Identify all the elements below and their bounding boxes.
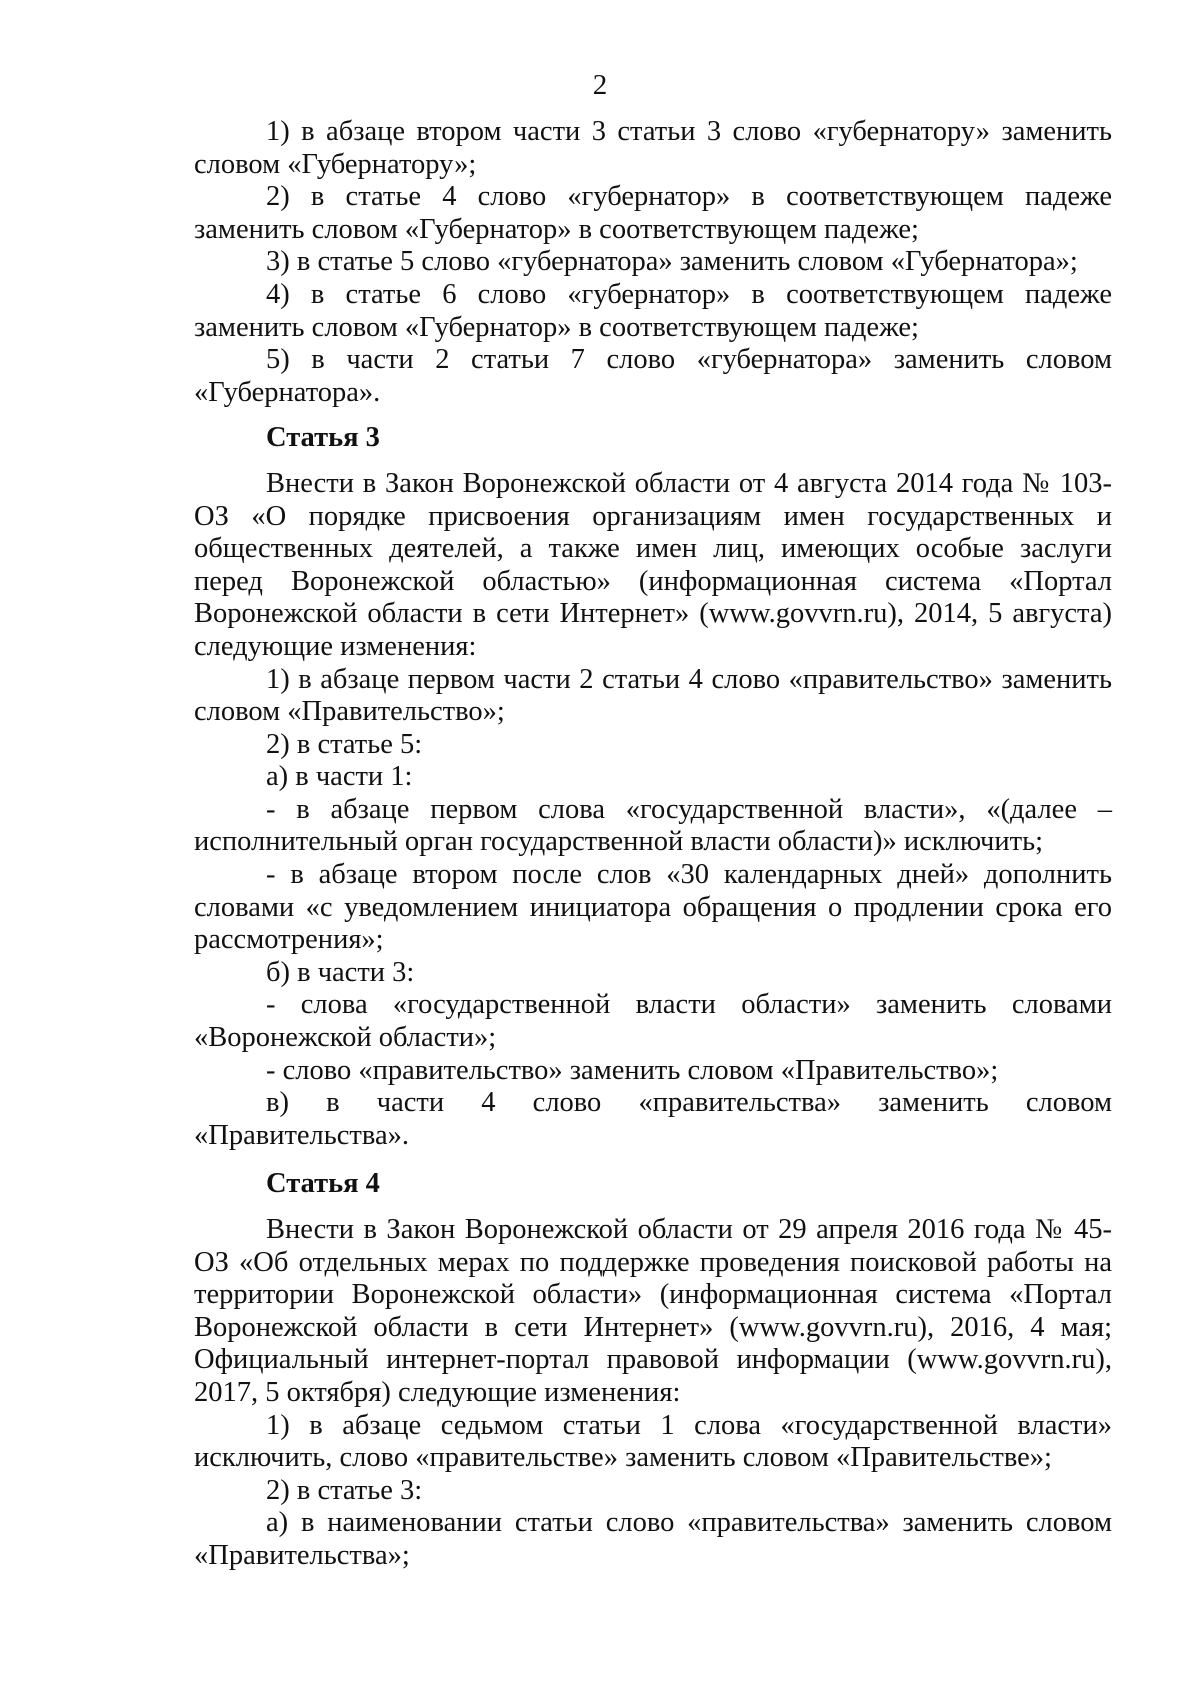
amendment-item: 3) в статье 5 слово «губернатора» заменить словом «Губернатора»; (266, 246, 1078, 278)
amendment-item: 1) в абзаце втором части 3 статьи 3 слово «губернатору» заменить словом «Губернатору»; (194, 116, 1112, 180)
article-4-heading: Статья 4 (266, 1168, 380, 1200)
article-4-body (194, 1214, 1112, 1573)
article-3-paragraph: - слова «государственной власти области» заменить словами «Воронежской области»; (194, 989, 1112, 1054)
article-3-paragraph: Внести в Закон Воронежской области от 4 августа 2014 года № 103-ОЗ «О порядке присвоения организациям имен государственных и общественных деятелей, а также имен лиц, имеющих особые заслуги перед Воронежской областью» (информационная система «Портал Воронежской области в сети Интернет» (www.govvrn.ru), 2014, 5 августа) следующие изменения: (194, 467, 1112, 662)
amendment-item: 4) в статье 6 слово «губернатор» в соответствующем падеже заменить словом «Губернатор» в соответствующем падеже; (194, 278, 1112, 343)
document-body (194, 116, 1112, 1573)
article-3-paragraph: - в абзаце первом слова «государственной власти», «(далее – исполнительный орган государственной власти области)» исключить; (194, 793, 1112, 858)
article-3-paragraph: - слово «правительство» заменить словом «Правительство»; (266, 1054, 999, 1086)
article-3-paragraph: а) в части 1: (266, 761, 413, 793)
article-3-paragraph: 1) в абзаце первом части 2 статьи 4 слово «правительство» заменить словом «Правительство»; (194, 663, 1112, 728)
intro-amendments (194, 116, 1112, 409)
article-4-paragraph: Внести в Закон Воронежской области от 29 апреля 2016 года № 45-ОЗ «Об отдельных мерах по поддержке проведения поисковой работы на территории Воронежской области» (информационная система «Портал Воронежской области в сети Интернет» (www.govvrn.ru), 2016, 4 мая; Официальный интернет-портал правовой информации (www.govvrn.ru), 2017, 5 октября) следующие изменения: (194, 1214, 1112, 1408)
article-3-paragraph: в) в части 4 слово «правительства» заменить словом «Правительства». (194, 1087, 1112, 1151)
article-3-paragraph: б) в части 3: (266, 956, 415, 988)
amendment-item: 5) в части 2 статьи 7 слово «губернатора» заменить словом «Губернатора». (194, 344, 1112, 408)
article-3-paragraph: - в абзаце втором после слов «30 календарных дней» дополнить словами «с уведомлением инициатора обращения о продлении срока его рассмотрения»; (194, 859, 1112, 956)
article-3-heading: Статья 3 (266, 422, 380, 454)
article-4-paragraph: а) в наименовании статьи слово «правительства» заменить словом «Правительства»; (194, 1507, 1112, 1571)
article-3-body (194, 468, 1112, 1152)
page-number: 2 (592, 69, 608, 101)
amendment-item: 2) в статье 4 слово «губернатор» в соответствующем падеже заменить словом «Губернатор» в соответствующем падеже; (194, 181, 1112, 245)
article-4-paragraph: 1) в абзаце седьмом статьи 1 слова «государственной власти» исключить, слово «правительстве» заменить словом «Правительстве»; (194, 1409, 1112, 1474)
article-3-paragraph: 2) в статье 5: (266, 728, 423, 760)
article-4-paragraph: 2) в статье 3: (266, 1474, 423, 1506)
